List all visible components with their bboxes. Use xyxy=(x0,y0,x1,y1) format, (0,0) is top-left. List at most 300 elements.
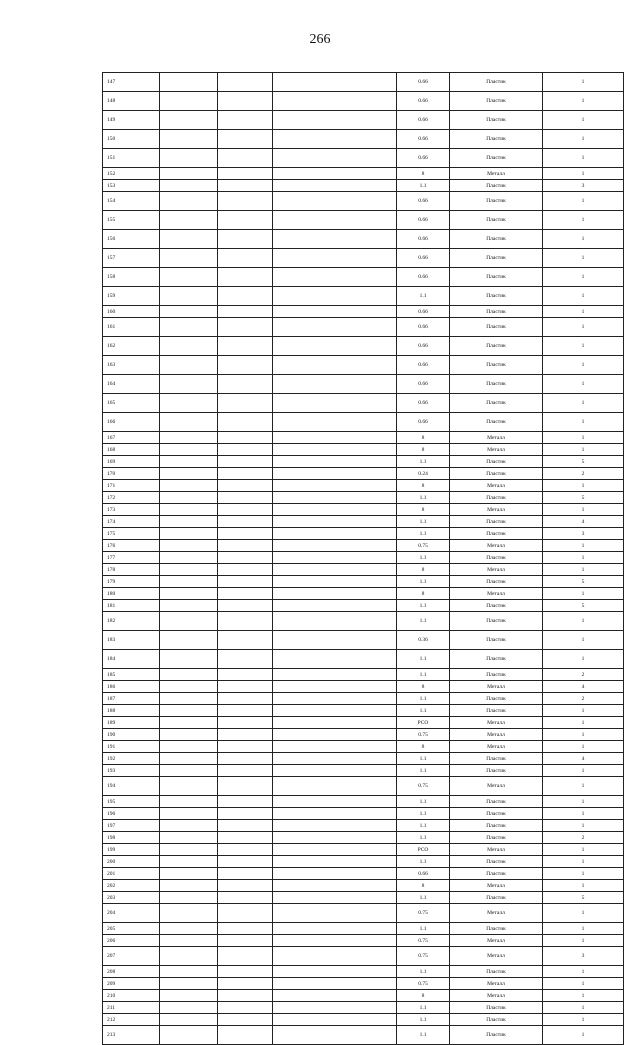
latitude-cell xyxy=(160,444,218,456)
latitude-cell xyxy=(160,394,218,413)
latitude-cell xyxy=(160,990,218,1002)
longitude-cell xyxy=(218,777,273,796)
material-cell: Пластик xyxy=(450,650,543,669)
count-cell: 1 xyxy=(543,966,624,978)
count-cell: 1 xyxy=(543,287,624,306)
latitude-cell xyxy=(160,528,218,540)
longitude-cell xyxy=(218,990,273,1002)
table-row xyxy=(103,990,624,1002)
count-cell: 1 xyxy=(543,796,624,808)
address-cell xyxy=(273,287,397,306)
table-row xyxy=(103,168,624,180)
count-cell: 1 xyxy=(543,111,624,130)
latitude-cell xyxy=(160,1002,218,1014)
count-cell: 1 xyxy=(543,306,624,318)
address-cell xyxy=(273,808,397,820)
volume-cell: 1.1 xyxy=(397,892,450,904)
count-cell: 1 xyxy=(543,168,624,180)
count-cell: 1 xyxy=(543,375,624,394)
latitude-cell xyxy=(160,880,218,892)
row-number-cell: 196 xyxy=(103,808,160,820)
longitude-cell xyxy=(218,394,273,413)
longitude-cell xyxy=(218,73,273,92)
row-number-cell: 195 xyxy=(103,796,160,808)
material-cell: Пластик xyxy=(450,631,543,650)
material-cell: Металл xyxy=(450,947,543,966)
table-row xyxy=(103,1026,624,1045)
volume-cell: 1.1 xyxy=(397,832,450,844)
table-row xyxy=(103,868,624,880)
longitude-cell xyxy=(218,753,273,765)
address-cell xyxy=(273,230,397,249)
longitude-cell xyxy=(218,669,273,681)
material-cell: Пластик xyxy=(450,576,543,588)
latitude-cell xyxy=(160,504,218,516)
address-cell xyxy=(273,516,397,528)
latitude-cell xyxy=(160,268,218,287)
count-cell: 1 xyxy=(543,880,624,892)
longitude-cell xyxy=(218,588,273,600)
volume-cell: 0.66 xyxy=(397,230,450,249)
material-cell: Пластик xyxy=(450,552,543,564)
material-cell: Металл xyxy=(450,904,543,923)
table-row xyxy=(103,564,624,576)
volume-cell: 0.75 xyxy=(397,540,450,552)
table-row xyxy=(103,552,624,564)
longitude-cell xyxy=(218,923,273,935)
address-cell xyxy=(273,504,397,516)
latitude-cell xyxy=(160,249,218,268)
address-cell xyxy=(273,111,397,130)
latitude-cell xyxy=(160,492,218,504)
row-number-cell: 204 xyxy=(103,904,160,923)
table-row xyxy=(103,705,624,717)
latitude-cell xyxy=(160,516,218,528)
longitude-cell xyxy=(218,612,273,631)
count-cell: 1 xyxy=(543,935,624,947)
material-cell: Пластик xyxy=(450,468,543,480)
material-cell: Пластик xyxy=(450,287,543,306)
row-number-cell: 211 xyxy=(103,1002,160,1014)
material-cell: Пластик xyxy=(450,808,543,820)
longitude-cell xyxy=(218,413,273,432)
material-cell: Пластик xyxy=(450,130,543,149)
longitude-cell xyxy=(218,631,273,650)
table-row xyxy=(103,935,624,947)
material-cell: Металл xyxy=(450,729,543,741)
latitude-cell xyxy=(160,576,218,588)
row-number-cell: 203 xyxy=(103,892,160,904)
count-cell: 4 xyxy=(543,516,624,528)
count-cell: 1 xyxy=(543,868,624,880)
material-cell: Пластик xyxy=(450,705,543,717)
volume-cell: 1.1 xyxy=(397,966,450,978)
row-number-cell: 172 xyxy=(103,492,160,504)
longitude-cell xyxy=(218,681,273,693)
table-row xyxy=(103,516,624,528)
volume-cell: 0.75 xyxy=(397,978,450,990)
longitude-cell xyxy=(218,444,273,456)
longitude-cell xyxy=(218,268,273,287)
volume-cell: 1.1 xyxy=(397,753,450,765)
address-cell xyxy=(273,552,397,564)
volume-cell: 8 xyxy=(397,741,450,753)
count-cell: 1 xyxy=(543,1014,624,1026)
address-cell xyxy=(273,990,397,1002)
count-cell: 5 xyxy=(543,892,624,904)
volume-cell: 8 xyxy=(397,432,450,444)
latitude-cell xyxy=(160,111,218,130)
longitude-cell xyxy=(218,868,273,880)
count-cell: 1 xyxy=(543,337,624,356)
address-cell xyxy=(273,765,397,777)
latitude-cell xyxy=(160,552,218,564)
longitude-cell xyxy=(218,892,273,904)
material-cell: Металл xyxy=(450,540,543,552)
count-cell: 1 xyxy=(543,444,624,456)
longitude-cell xyxy=(218,693,273,705)
row-number-cell: 180 xyxy=(103,588,160,600)
material-cell: Пластик xyxy=(450,73,543,92)
table-row xyxy=(103,211,624,230)
address-cell xyxy=(273,935,397,947)
latitude-cell xyxy=(160,588,218,600)
table-row xyxy=(103,600,624,612)
row-number-cell: 178 xyxy=(103,564,160,576)
longitude-cell xyxy=(218,130,273,149)
material-cell: Пластик xyxy=(450,394,543,413)
longitude-cell xyxy=(218,516,273,528)
volume-cell: 0.75 xyxy=(397,935,450,947)
table-row xyxy=(103,923,624,935)
table-row xyxy=(103,844,624,856)
row-number-cell: 149 xyxy=(103,111,160,130)
address-cell xyxy=(273,612,397,631)
longitude-cell xyxy=(218,480,273,492)
volume-cell: 8 xyxy=(397,681,450,693)
address-cell xyxy=(273,588,397,600)
count-cell: 1 xyxy=(543,130,624,149)
table-row xyxy=(103,892,624,904)
volume-cell: 0.66 xyxy=(397,130,450,149)
volume-cell: 0.75 xyxy=(397,777,450,796)
latitude-cell xyxy=(160,480,218,492)
address-cell xyxy=(273,856,397,868)
volume-cell: 1.1 xyxy=(397,612,450,631)
table-row xyxy=(103,820,624,832)
table-row xyxy=(103,456,624,468)
table-row xyxy=(103,978,624,990)
longitude-cell xyxy=(218,287,273,306)
table-row xyxy=(103,394,624,413)
table-row xyxy=(103,318,624,337)
address-cell xyxy=(273,600,397,612)
table-row xyxy=(103,444,624,456)
latitude-cell xyxy=(160,832,218,844)
count-cell: 2 xyxy=(543,468,624,480)
row-number-cell: 173 xyxy=(103,504,160,516)
count-cell: 1 xyxy=(543,1002,624,1014)
latitude-cell xyxy=(160,564,218,576)
count-cell: 1 xyxy=(543,844,624,856)
longitude-cell xyxy=(218,966,273,978)
count-cell: 5 xyxy=(543,600,624,612)
address-cell xyxy=(273,669,397,681)
address-cell xyxy=(273,149,397,168)
row-number-cell: 184 xyxy=(103,650,160,669)
row-number-cell: 198 xyxy=(103,832,160,844)
row-number-cell: 186 xyxy=(103,681,160,693)
material-cell: Пластик xyxy=(450,230,543,249)
latitude-cell xyxy=(160,356,218,375)
longitude-cell xyxy=(218,705,273,717)
volume-cell: 1.1 xyxy=(397,600,450,612)
address-cell xyxy=(273,844,397,856)
address-cell xyxy=(273,413,397,432)
volume-cell: 1.1 xyxy=(397,552,450,564)
count-cell: 1 xyxy=(543,356,624,375)
latitude-cell xyxy=(160,1014,218,1026)
count-cell: 1 xyxy=(543,729,624,741)
address-cell xyxy=(273,631,397,650)
row-number-cell: 169 xyxy=(103,456,160,468)
count-cell: 5 xyxy=(543,576,624,588)
row-number-cell: 201 xyxy=(103,868,160,880)
count-cell: 1 xyxy=(543,92,624,111)
row-number-cell: 153 xyxy=(103,180,160,192)
material-cell: Пластик xyxy=(450,923,543,935)
address-cell xyxy=(273,832,397,844)
latitude-cell xyxy=(160,753,218,765)
latitude-cell xyxy=(160,669,218,681)
longitude-cell xyxy=(218,168,273,180)
row-number-cell: 197 xyxy=(103,820,160,832)
row-number-cell: 158 xyxy=(103,268,160,287)
address-cell xyxy=(273,492,397,504)
table-row xyxy=(103,612,624,631)
row-number-cell: 194 xyxy=(103,777,160,796)
longitude-cell xyxy=(218,880,273,892)
count-cell: 1 xyxy=(543,1026,624,1045)
count-cell: 1 xyxy=(543,978,624,990)
longitude-cell xyxy=(218,1014,273,1026)
volume-cell: 1.1 xyxy=(397,1014,450,1026)
material-cell: Пластик xyxy=(450,765,543,777)
longitude-cell xyxy=(218,456,273,468)
row-number-cell: 181 xyxy=(103,600,160,612)
volume-cell: 8 xyxy=(397,480,450,492)
row-number-cell: 208 xyxy=(103,966,160,978)
table-row xyxy=(103,753,624,765)
latitude-cell xyxy=(160,168,218,180)
latitude-cell xyxy=(160,540,218,552)
volume-cell: 1.1 xyxy=(397,492,450,504)
volume-cell: 0.66 xyxy=(397,306,450,318)
table-row xyxy=(103,468,624,480)
count-cell: 4 xyxy=(543,753,624,765)
latitude-cell xyxy=(160,693,218,705)
material-cell: Пластик xyxy=(450,149,543,168)
row-number-cell: 192 xyxy=(103,753,160,765)
latitude-cell xyxy=(160,681,218,693)
address-cell xyxy=(273,904,397,923)
table-row xyxy=(103,856,624,868)
material-cell: Пластик xyxy=(450,796,543,808)
address-cell xyxy=(273,432,397,444)
address-cell xyxy=(273,130,397,149)
row-number-cell: 157 xyxy=(103,249,160,268)
count-cell: 1 xyxy=(543,820,624,832)
page-number: 266 xyxy=(309,32,331,47)
address-cell xyxy=(273,356,397,375)
material-cell: Пластик xyxy=(450,832,543,844)
material-cell: Металл xyxy=(450,588,543,600)
address-cell xyxy=(273,318,397,337)
count-cell: 3 xyxy=(543,180,624,192)
table-row xyxy=(103,777,624,796)
volume-cell: 0.66 xyxy=(397,356,450,375)
row-number-cell: 177 xyxy=(103,552,160,564)
address-cell xyxy=(273,249,397,268)
latitude-cell xyxy=(160,612,218,631)
address-cell xyxy=(273,868,397,880)
volume-cell: 0.66 xyxy=(397,375,450,394)
count-cell: 1 xyxy=(543,268,624,287)
table-row xyxy=(103,130,624,149)
row-number-cell: 183 xyxy=(103,631,160,650)
count-cell: 1 xyxy=(543,192,624,211)
address-cell xyxy=(273,650,397,669)
latitude-cell xyxy=(160,306,218,318)
row-number-cell: 161 xyxy=(103,318,160,337)
row-number-cell: 150 xyxy=(103,130,160,149)
longitude-cell xyxy=(218,318,273,337)
row-number-cell: 187 xyxy=(103,693,160,705)
material-cell: Пластик xyxy=(450,600,543,612)
count-cell: 1 xyxy=(543,990,624,1002)
table-row xyxy=(103,808,624,820)
address-cell xyxy=(273,337,397,356)
table-row xyxy=(103,504,624,516)
material-cell: Металл xyxy=(450,935,543,947)
table-row xyxy=(103,73,624,92)
volume-cell: 0.66 xyxy=(397,111,450,130)
volume-cell: 1.1 xyxy=(397,705,450,717)
count-cell: 1 xyxy=(543,432,624,444)
row-number-cell: 156 xyxy=(103,230,160,249)
volume-cell: 1.1 xyxy=(397,456,450,468)
material-cell: Пластик xyxy=(450,492,543,504)
row-number-cell: 162 xyxy=(103,337,160,356)
count-cell: 3 xyxy=(543,528,624,540)
count-cell: 1 xyxy=(543,504,624,516)
material-cell: Пластик xyxy=(450,268,543,287)
table-row xyxy=(103,306,624,318)
address-cell xyxy=(273,892,397,904)
address-cell xyxy=(273,796,397,808)
latitude-cell xyxy=(160,73,218,92)
volume-cell: 0.36 xyxy=(397,631,450,650)
longitude-cell xyxy=(218,1002,273,1014)
longitude-cell xyxy=(218,149,273,168)
latitude-cell xyxy=(160,844,218,856)
row-number-cell: 174 xyxy=(103,516,160,528)
table-row xyxy=(103,192,624,211)
count-cell: 1 xyxy=(543,777,624,796)
address-cell xyxy=(273,540,397,552)
volume-cell: 0.24 xyxy=(397,468,450,480)
longitude-cell xyxy=(218,375,273,394)
latitude-cell xyxy=(160,468,218,480)
latitude-cell xyxy=(160,947,218,966)
table-row xyxy=(103,528,624,540)
row-number-cell: 202 xyxy=(103,880,160,892)
volume-cell: 0.75 xyxy=(397,947,450,966)
count-cell: 1 xyxy=(543,318,624,337)
longitude-cell xyxy=(218,844,273,856)
count-cell: 1 xyxy=(543,413,624,432)
material-cell: Пластик xyxy=(450,856,543,868)
table-row xyxy=(103,432,624,444)
longitude-cell xyxy=(218,356,273,375)
row-number-cell: 212 xyxy=(103,1014,160,1026)
volume-cell: 0.66 xyxy=(397,73,450,92)
longitude-cell xyxy=(218,978,273,990)
longitude-cell xyxy=(218,741,273,753)
longitude-cell xyxy=(218,504,273,516)
table-row xyxy=(103,356,624,375)
material-cell: Металл xyxy=(450,978,543,990)
table-row xyxy=(103,1014,624,1026)
material-cell: Металл xyxy=(450,717,543,729)
material-cell: Пластик xyxy=(450,753,543,765)
material-cell: Пластик xyxy=(450,1026,543,1045)
volume-cell: 1.1 xyxy=(397,923,450,935)
volume-cell: 8 xyxy=(397,168,450,180)
material-cell: Металл xyxy=(450,990,543,1002)
table-row xyxy=(103,230,624,249)
material-cell: Пластик xyxy=(450,1014,543,1026)
material-cell: Металл xyxy=(450,444,543,456)
count-cell: 1 xyxy=(543,480,624,492)
volume-cell: 1.1 xyxy=(397,808,450,820)
address-cell xyxy=(273,1002,397,1014)
row-number-cell: 205 xyxy=(103,923,160,935)
volume-cell: 0.66 xyxy=(397,92,450,111)
volume-cell: 1.1 xyxy=(397,856,450,868)
material-cell: Пластик xyxy=(450,375,543,394)
table-row xyxy=(103,717,624,729)
address-cell xyxy=(273,180,397,192)
row-number-cell: 164 xyxy=(103,375,160,394)
material-cell: Металл xyxy=(450,880,543,892)
volume-cell: 1.1 xyxy=(397,765,450,777)
volume-cell: 0.75 xyxy=(397,729,450,741)
longitude-cell xyxy=(218,564,273,576)
longitude-cell xyxy=(218,650,273,669)
longitude-cell xyxy=(218,1026,273,1045)
row-number-cell: 159 xyxy=(103,287,160,306)
row-number-cell: 167 xyxy=(103,432,160,444)
volume-cell: 8 xyxy=(397,880,450,892)
volume-cell: РСО xyxy=(397,844,450,856)
volume-cell: 8 xyxy=(397,564,450,576)
table-row xyxy=(103,741,624,753)
row-number-cell: 155 xyxy=(103,211,160,230)
count-cell: 1 xyxy=(543,765,624,777)
volume-cell: 8 xyxy=(397,990,450,1002)
volume-cell: 0.66 xyxy=(397,249,450,268)
